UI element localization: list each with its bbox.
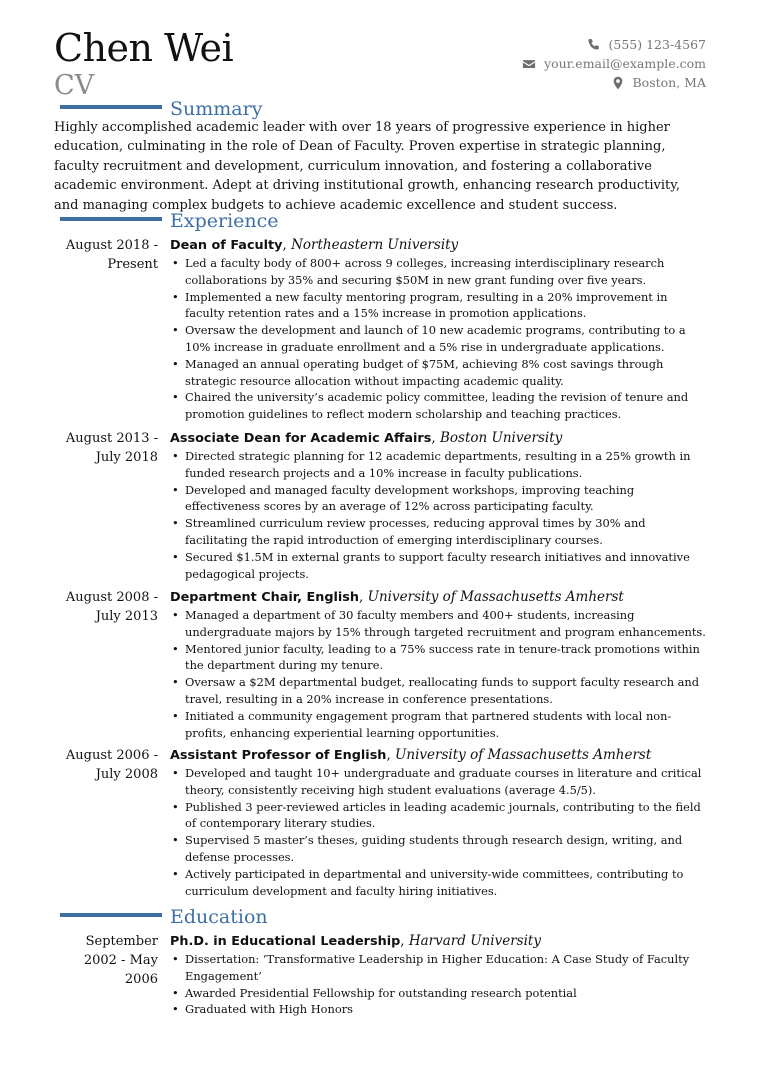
date-line: 2002 - May bbox=[83, 953, 158, 968]
section-education-heading bbox=[60, 906, 268, 928]
list-item: • Dissertation: ‘Transformative Leadership in Higher Education: A Case Study of Faculty Engagement’ bbox=[170, 951, 706, 985]
organization: Northeastern University bbox=[291, 237, 459, 253]
organization: University of Massachusetts Amherst bbox=[395, 747, 652, 763]
entry-heading: Associate Dean for Academic Affairs, Boston University bbox=[170, 430, 563, 446]
phone-icon bbox=[587, 38, 601, 52]
bullet-list bbox=[170, 951, 706, 1018]
date-line: September bbox=[85, 934, 158, 949]
list-item: • Managed an annual operating budget of $75M, achieving 8% cost savings through strategic resource allocation without impacting academic quality. bbox=[170, 356, 706, 390]
bullet-list bbox=[170, 607, 706, 741]
date-start: August 2018 - bbox=[65, 238, 158, 253]
contact-location bbox=[522, 73, 706, 92]
date-end: Present bbox=[107, 257, 158, 272]
list-item: • Chaired the university’s academic policy committee, leading the revision of tenure and promotion guidelines to reflect modern scholarship and teaching practices. bbox=[170, 389, 706, 423]
organization: University of Massachusetts Amherst bbox=[367, 589, 624, 605]
section-accent-bar bbox=[60, 105, 162, 109]
date-end: July 2013 bbox=[95, 609, 158, 624]
role-title: Dean of Faculty bbox=[170, 238, 283, 253]
list-item: • Supervised 5 master’s theses, guiding students through research design, writing, and defense processes. bbox=[170, 832, 706, 866]
list-item: • Initiated a community engagement program that partnered students with local non-profits, enhancing experiential learning opportunities. bbox=[170, 708, 706, 742]
section-title: Education bbox=[170, 906, 268, 928]
degree-title: Ph.D. in Educational Leadership bbox=[170, 934, 401, 949]
organization: Boston University bbox=[439, 430, 563, 446]
list-item: • Oversaw a $2M departmental budget, reallocating funds to support faculty research and travel, resulting in a 20% increase in conference presentations. bbox=[170, 674, 706, 708]
email-address[interactable]: your.email@example.com bbox=[544, 56, 706, 71]
contact-phone bbox=[522, 35, 706, 54]
bullet-list bbox=[170, 448, 706, 582]
section-title: Experience bbox=[170, 210, 279, 232]
entry-date bbox=[54, 429, 158, 467]
document-subtitle: CV bbox=[54, 70, 95, 101]
date-end: July 2018 bbox=[95, 450, 158, 465]
location-text: Boston, MA bbox=[632, 75, 706, 90]
entry-date bbox=[54, 932, 158, 989]
section-summary-heading bbox=[60, 98, 262, 120]
summary-text: Highly accomplished academic leader with over 18 years of progressive experience in higher education, culminating in the role of Dean of Faculty. Proven expertise in strategic planning, faculty recruitment and development, curriculum innovation, and fostering a collaborative academic environment. Adept at driving institutional growth, enhancing research productivity, and managing complex budgets to achieve academic excellence and student success. bbox=[54, 120, 680, 213]
list-item: • Managed a department of 30 faculty members and 400+ students, increasing undergraduate majors by 15% through targeted recruitment and program enhancements. bbox=[170, 607, 706, 641]
entry-heading: Ph.D. in Educational Leadership, Harvard University bbox=[170, 933, 541, 949]
entry-heading: Assistant Professor of English, University of Massachusetts Amherst bbox=[170, 747, 652, 763]
bullet-list bbox=[170, 765, 706, 899]
entry-date bbox=[54, 746, 158, 784]
contact-email bbox=[522, 54, 706, 73]
entry-content bbox=[170, 236, 706, 423]
list-item: • Secured $1.5M in external grants to support faculty research initiatives and innovative pedagogical projects. bbox=[170, 549, 706, 583]
map-pin-icon bbox=[611, 76, 625, 90]
list-item: • Awarded Presidential Fellowship for outstanding research potential bbox=[170, 985, 706, 1002]
role-title: Assistant Professor of English bbox=[170, 748, 387, 763]
date-end: July 2008 bbox=[95, 767, 158, 782]
date-line: 2006 bbox=[124, 972, 158, 987]
phone-number[interactable]: (555) 123-4567 bbox=[608, 37, 706, 52]
role-title: Department Chair, English bbox=[170, 590, 360, 605]
entry-date bbox=[54, 236, 158, 274]
envelope-icon bbox=[522, 57, 536, 71]
list-item: • Led a faculty body of 800+ across 9 colleges, increasing interdisciplinary research collaborations by 35% and securing $50M in new grant funding over five years. bbox=[170, 255, 706, 289]
list-item: • Streamlined curriculum review processes, reducing approval times by 30% and facilitating the rapid introduction of emerging interdisciplinary courses. bbox=[170, 515, 706, 549]
candidate-name: Chen Wei bbox=[54, 26, 234, 70]
date-start: August 2013 - bbox=[65, 431, 158, 446]
list-item: • Actively participated in departmental and university-wide committees, contributing to curriculum development and faculty hiring initiatives. bbox=[170, 866, 706, 900]
list-item: • Developed and taught 10+ undergraduate and graduate courses in literature and critical theory, consistently receiving high student evaluations (average 4.5/5). bbox=[170, 765, 706, 799]
entry-content bbox=[170, 588, 706, 741]
list-item: • Published 3 peer-reviewed articles in leading academic journals, contributing to the field of contemporary literary studies. bbox=[170, 799, 706, 833]
date-start: August 2008 - bbox=[65, 590, 158, 605]
list-item: • Oversaw the development and launch of 10 new academic programs, contributing to a 10% increase in graduate enrollment and a 5% rise in undergraduate applications. bbox=[170, 322, 706, 356]
section-accent-bar bbox=[60, 217, 162, 221]
bullet-list bbox=[170, 255, 706, 423]
date-start: August 2006 - bbox=[65, 748, 158, 763]
entry-content bbox=[170, 429, 706, 582]
entry-heading: Department Chair, English, University of Massachusetts Amherst bbox=[170, 589, 624, 605]
list-item: • Mentored junior faculty, leading to a 75% success rate in tenure-track promotions within the department during my tenure. bbox=[170, 641, 706, 675]
list-item: • Developed and managed faculty development workshops, improving teaching effectiveness scores by an average of 12% across participating faculty. bbox=[170, 482, 706, 516]
list-item: • Implemented a new faculty mentoring program, resulting in a 20% improvement in faculty retention rates and a 15% increase in promotion applications. bbox=[170, 289, 706, 323]
entry-date bbox=[54, 588, 158, 626]
list-item: • Directed strategic planning for 12 academic departments, resulting in a 25% growth in funded research projects and a 10% increase in faculty publications. bbox=[170, 448, 706, 482]
contact-info bbox=[522, 35, 706, 92]
list-item: • Graduated with High Honors bbox=[170, 1001, 706, 1018]
section-experience-heading bbox=[60, 210, 279, 232]
entry-heading: Dean of Faculty, Northeastern University bbox=[170, 237, 459, 253]
role-title: Associate Dean for Academic Affairs bbox=[170, 431, 432, 446]
section-title: Summary bbox=[170, 98, 263, 120]
entry-content bbox=[170, 746, 706, 899]
section-accent-bar bbox=[60, 913, 162, 917]
institution: Harvard University bbox=[408, 933, 541, 949]
entry-content bbox=[170, 932, 706, 1018]
header bbox=[54, 26, 706, 106]
